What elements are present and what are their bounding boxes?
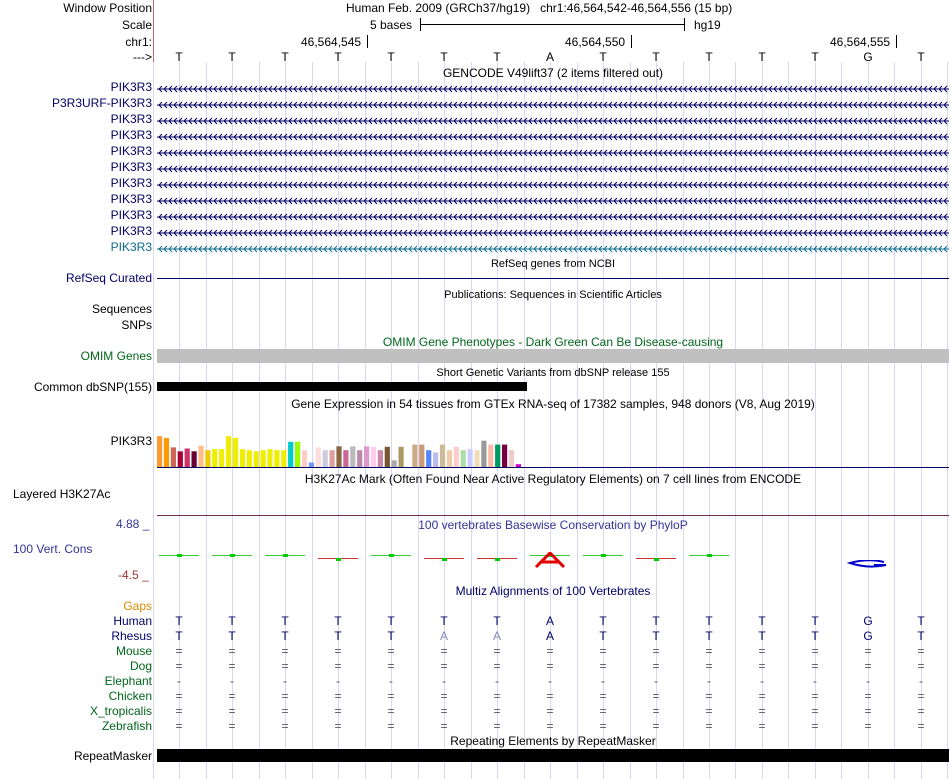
sequence-base: A [545,50,554,64]
alignment-base: = [811,719,819,733]
alignment-base: - [495,674,499,688]
gencode-gene-label[interactable]: PIK3R3 [110,144,152,158]
alignment-base: - [230,674,234,688]
species-label[interactable]: Dog [129,659,152,673]
scale-db: hg19 [694,18,721,32]
species-label[interactable]: Elephant [104,674,152,688]
alignment-base: = [758,719,766,733]
alignment-base: T [228,614,236,628]
alignment-base: - [919,674,923,688]
phylop-point [495,558,500,561]
gtex-tissue-bar[interactable] [502,445,507,467]
alignment-base: = [811,689,819,703]
alignment-base: T [281,629,289,643]
gtex-tissue-bar[interactable] [254,451,259,467]
gencode-gene-label[interactable]: PIK3R3 [110,224,152,238]
alignment-base: = [281,704,289,718]
gtex-tissue-bar[interactable] [192,451,197,467]
phylop-logo-a [533,552,567,568]
gencode-gene-model[interactable] [157,243,949,257]
gtex-tissue-bar[interactable] [447,450,452,467]
alignment-base: = [864,659,872,673]
gtex-tissue-bar[interactable] [426,450,431,467]
gtex-tissue-bar[interactable] [157,436,162,467]
gencode-gene-model[interactable] [157,195,949,209]
phylop-logo-g [846,557,890,565]
gtex-tissue-bar[interactable] [371,447,376,467]
alignment-base: A [492,629,501,643]
scale-bases: 5 bases [370,18,413,32]
phylop-label[interactable]: 100 Vert. Cons [13,542,93,556]
alignment-base: - [548,674,552,688]
alignment-base: = [758,689,766,703]
alignment-base: = [493,704,501,718]
phylop-point [707,554,712,557]
alignment-base: = [281,719,289,733]
alignment-base: - [601,674,605,688]
alignment-base: = [175,719,183,733]
gtex-tissue-bar[interactable] [495,445,500,467]
ruler-tick-mark [631,35,632,48]
gtex-tissue-bar[interactable] [364,446,369,467]
alignment-base: = [546,689,554,703]
alignment-base: T [334,629,342,643]
sequence-base: G [863,50,873,64]
alignment-base: = [546,659,554,673]
gtex-tissue-bar[interactable] [392,460,397,467]
alignment-base: = [387,704,395,718]
gtex-tissue-bar[interactable] [461,450,466,467]
species-label[interactable]: Chicken [108,689,152,703]
phylop-ymax: 4.88 _ [116,517,150,531]
alignment-base: = [334,704,342,718]
alignment-base: = [599,704,607,718]
gencode-title[interactable]: GENCODE V49lift37 (2 items filtered out) [442,66,664,80]
alignment-base: = [493,659,501,673]
alignment-base: = [334,719,342,733]
gtex-tissue-bar[interactable] [198,446,203,467]
alignment-base: = [175,704,183,718]
gencode-gene-label[interactable]: PIK3R3 [110,160,152,174]
phylop-point [442,558,447,561]
alignment-base: = [917,644,925,658]
alignment-base: = [599,719,607,733]
alignment-base: = [599,689,607,703]
alignment-base: T [228,629,236,643]
gencode-gene-label[interactable]: PIK3R3 [110,208,152,222]
gtex-tissue-bar[interactable] [336,446,341,467]
gtex-tissue-bar[interactable] [509,450,514,467]
alignment-base: = [440,704,448,718]
ruler-tick-mark [896,35,897,48]
gtex-tissue-bar[interactable] [343,450,348,467]
alignment-base: - [813,674,817,688]
alignment-base: = [864,689,872,703]
alignment-base: = [758,659,766,673]
alignment-base: T [599,614,607,628]
alignment-base: = [228,689,236,703]
gtex-tissue-bar[interactable] [281,450,286,467]
alignment-base: = [493,644,501,658]
alignment-base: T [652,629,660,643]
ruler-tick-mark [367,35,368,48]
gtex-tissue-bar[interactable] [164,438,169,467]
phylop-point [177,554,182,557]
alignment-base: = [652,644,660,658]
alignment-base: = [864,719,872,733]
alignment-base: = [281,659,289,673]
gencode-gene-label[interactable]: PIK3R3 [110,80,152,94]
alignment-base: = [493,719,501,733]
species-label[interactable]: Mouse [115,644,152,658]
omim-bar[interactable] [157,349,949,363]
phylop-point [336,558,341,561]
phylop-point [389,554,394,557]
gtex-tissue-bar[interactable] [240,449,245,467]
snps-label[interactable]: SNPs [121,318,152,332]
species-label[interactable]: X_tropicalis [89,704,152,718]
gtex-tissue-bar[interactable] [405,450,410,467]
phylop-point [601,554,606,557]
refseq-title[interactable]: RefSeq genes from NCBI [490,258,616,270]
gtex-tissue-bar[interactable] [474,450,479,467]
sequence-base: T [493,50,501,64]
gtex-tissue-bar[interactable] [454,447,459,467]
alignment-base: - [177,674,181,688]
alignment-base: = [811,644,819,658]
gtex-tissue-bar[interactable] [302,450,307,467]
dbsnp-label[interactable]: Common dbSNP(155) [33,380,152,394]
alignment-base: = [175,659,183,673]
gencode-gene-model[interactable] [157,147,949,161]
alignment-base: G [863,614,873,628]
alignment-base: = [546,704,554,718]
sequence-base: T [440,50,448,64]
scale-label: Scale [121,18,152,32]
alignment-base: = [281,644,289,658]
gtex-tissue-bar[interactable] [247,450,252,467]
gtex-tissue-bar[interactable] [440,445,445,467]
pubs-label[interactable]: Sequences [91,302,152,316]
alignment-base: = [758,644,766,658]
alignment-base: T [811,614,819,628]
alignment-base: = [652,704,660,718]
gtex-tissue-bar[interactable] [350,446,355,467]
dbsnp-title[interactable]: Short Genetic Variants from dbSNP release 155 [436,367,670,379]
alignment-base: T [493,614,501,628]
ruler-tick: 46,564,555 [830,35,891,49]
alignment-base: = [652,659,660,673]
alignment-base: = [387,659,395,673]
alignment-base: = [652,719,660,733]
alignment-base: - [389,674,393,688]
alignment-base: = [387,689,395,703]
alignment-base: A [545,614,554,628]
alignment-base: T [758,614,766,628]
alignment-base: = [334,689,342,703]
gtex-tissue-bar[interactable] [267,449,272,467]
omim-label[interactable]: OMIM Genes [80,349,152,363]
alignment-base: T [175,614,183,628]
gencode-gene-label[interactable]: P3R3URF-PIK3R3 [51,96,152,110]
alignment-base: A [545,629,554,643]
alignment-base: = [917,689,925,703]
gtex-tissue-bar[interactable] [433,452,438,467]
h3k27ac-baseline [157,515,949,516]
phylop-ymin: -4.5 _ [118,568,149,582]
alignment-base: = [652,689,660,703]
gencode-gene-model[interactable] [157,227,949,241]
gtex-tissue-bar[interactable] [385,447,390,467]
gtex-tissue-bar[interactable] [316,447,321,467]
alignment-base: = [440,689,448,703]
gtex-tissue-bar[interactable] [330,450,335,467]
gencode-gene-label[interactable]: PIK3R3 [110,128,152,142]
gtex-tissue-bar[interactable] [412,445,417,467]
scale-bar [420,18,685,32]
alignment-base: T [705,629,713,643]
gtex-tissue-bar[interactable] [219,449,224,467]
alignment-base: = [705,704,713,718]
sequence-base: T [811,50,819,64]
gtex-tissue-bar[interactable] [274,450,279,467]
assembly-title: Human Feb. 2009 (GRCh37/hg19) chr1:46,564,542-46,564,556 (15 bp) [346,1,733,15]
alignment-base: = [493,689,501,703]
omim-title[interactable]: OMIM Gene Phenotypes - Dark Green Can Be Disease-causing [382,335,724,349]
alignment-base: = [864,644,872,658]
alignment-base: - [760,674,764,688]
alignment-base: - [442,674,446,688]
gtex-bar-chart[interactable] [155,411,537,467]
alignment-base: T [758,629,766,643]
alignment-base: A [439,629,448,643]
alignment-base: = [705,689,713,703]
gtex-tissue-bar[interactable] [261,450,266,467]
alignment-base: - [336,674,340,688]
alignment-base: T [652,614,660,628]
alignment-base: - [866,674,870,688]
alignment-base: T [705,614,713,628]
alignment-base: = [440,644,448,658]
gtex-tissue-bar[interactable] [378,450,383,467]
multiz-title[interactable]: Multiz Alignments of 100 Vertebrates [455,584,651,598]
gencode-gene-label[interactable]: PIK3R3 [110,192,152,206]
alignment-base: = [334,644,342,658]
gtex-tissue-bar[interactable] [171,447,176,467]
gtex-tissue-bar[interactable] [212,449,217,467]
gtex-tissue-bar[interactable] [488,445,493,467]
alignment-base: = [917,704,925,718]
gencode-gene-model[interactable] [157,131,949,145]
gaps-label[interactable]: Gaps [123,599,152,613]
alignment-base: = [440,659,448,673]
gencode-gene-model[interactable] [157,211,949,225]
alignment-base: T [440,614,448,628]
gencode-gene-model[interactable] [157,99,949,113]
sequence-base: T [652,50,660,64]
alignment-base: = [705,659,713,673]
sequence-base: T [758,50,766,64]
alignment-base: = [811,704,819,718]
strand-label: ---> [133,50,152,64]
alignment-base: T [387,629,395,643]
alignment-base: = [811,659,819,673]
alignment-base: = [281,689,289,703]
alignment-base: = [758,704,766,718]
alignment-base: T [599,629,607,643]
sequence-base: T [387,50,395,64]
alignment-base: = [546,719,554,733]
gtex-tissue-bar[interactable] [481,441,486,467]
alignment-base: - [283,674,287,688]
alignment-base: = [228,659,236,673]
species-label[interactable]: Rhesus [111,629,152,643]
alignment-base: = [599,644,607,658]
alignment-base: = [175,689,183,703]
gencode-gene-model[interactable] [157,115,949,129]
gtex-tissue-bar[interactable] [468,449,473,467]
gtex-title[interactable]: Gene Expression in 54 tissues from GTEx RNA-seq of 17382 samples, 948 donors (V8, Aug 2019) [291,397,815,411]
sequence-base: T [917,50,925,64]
alignment-base: T [387,614,395,628]
alignment-base: T [281,614,289,628]
pubs-title[interactable]: Publications: Sequences in Scientific Articles [444,289,662,301]
phylop-point [230,554,235,557]
alignment-base: = [228,644,236,658]
gencode-gene-label[interactable]: PIK3R3 [110,240,152,254]
gencode-gene-model[interactable] [157,163,949,177]
sequence-base: T [705,50,713,64]
alignment-base: T [917,629,925,643]
alignment-base: = [228,719,236,733]
gtex-tissue-bar[interactable] [226,436,231,467]
alignment-base: = [917,719,925,733]
gtex-tissue-bar[interactable] [288,442,293,467]
gtex-tissue-bar[interactable] [185,449,190,468]
gtex-tissue-bar[interactable] [419,445,424,467]
alignment-base: T [811,629,819,643]
alignment-base: = [228,704,236,718]
alignment-base: = [546,644,554,658]
alignment-base: = [705,719,713,733]
gtex-baseline [157,467,949,468]
sequence-base: T [281,50,289,64]
repeatmasker-label[interactable]: RepeatMasker [73,749,152,763]
gtex-tissue-bar[interactable] [178,451,183,467]
alignment-base: T [917,614,925,628]
gtex-tissue-bar[interactable] [357,450,362,467]
gtex-label[interactable]: PIK3R3 [110,434,152,448]
ruler-tick: 46,564,550 [565,35,626,49]
refseq-label[interactable]: RefSeq Curated [65,271,152,285]
gtex-tissue-bar[interactable] [205,450,210,467]
repeatmasker-bar[interactable] [157,749,949,762]
alignment-base: = [387,719,395,733]
gencode-gene-model[interactable] [157,83,949,97]
species-label[interactable]: Zebrafish [101,719,152,733]
phylop-point [283,554,288,557]
alignment-base: = [917,659,925,673]
sequence-base: T [228,50,236,64]
h3k27ac-title[interactable]: H3K27Ac Mark (Often Found Near Active Regulatory Elements) on 7 cell lines from ENCODE [304,472,802,486]
gencode-gene-label[interactable]: PIK3R3 [110,112,152,126]
dbsnp-variant-bar[interactable] [157,382,527,391]
ruler-tick: 46,564,545 [301,35,362,49]
alignment-base: = [705,644,713,658]
refseq-gene-line[interactable] [157,278,949,279]
alignment-base: = [599,659,607,673]
gtex-tissue-bar[interactable] [323,450,328,467]
alignment-base: G [863,629,873,643]
alignment-base: - [707,674,711,688]
grid-line [153,62,154,779]
h3k27ac-label[interactable]: Layered H3K27Ac [13,487,111,501]
sequence-base: T [599,50,607,64]
gtex-tissue-bar[interactable] [399,447,404,467]
gencode-gene-label[interactable]: PIK3R3 [110,176,152,190]
alignment-base: T [175,629,183,643]
alignment-base: - [654,674,658,688]
sequence-base: T [175,50,183,64]
chrom-label: chr1: [125,35,152,49]
sequence-base: T [334,50,342,64]
alignment-base: = [334,659,342,673]
alignment-base: = [440,719,448,733]
phylop-point [654,558,659,561]
phylop-title[interactable]: 100 vertebrates Basewise Conservation by PhyloP [418,518,688,532]
gtex-tissue-bar[interactable] [233,438,238,467]
alignment-base: = [864,704,872,718]
alignment-base: T [334,614,342,628]
repeatmasker-title[interactable]: Repeating Elements by RepeatMasker [450,734,656,748]
alignment-base: = [175,644,183,658]
gencode-gene-model[interactable] [157,179,949,193]
gtex-tissue-bar[interactable] [295,442,300,467]
species-label[interactable]: Human [113,614,152,628]
alignment-base: = [387,644,395,658]
window-position-label: Window Position [63,1,152,15]
